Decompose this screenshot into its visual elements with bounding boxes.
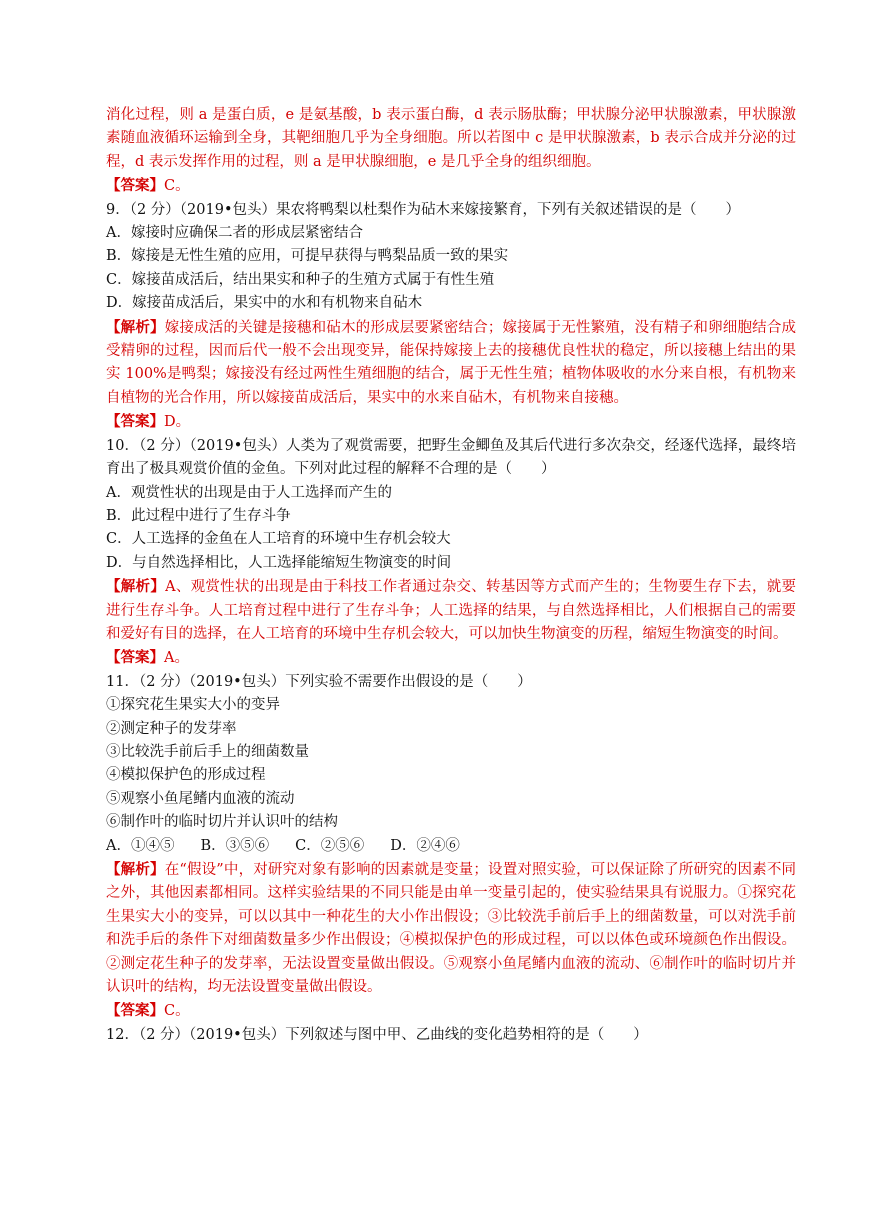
- intro-analysis-text: 消化过程，则 a 是蛋白质，e 是氨基酸，b 表示蛋白酶，d 表示肠肽酶；甲状腺分泌甲状腺激素，甲状腺激素随血液循环运输到全身，其靶细胞几乎为全身细胞。所以若图中 c 是甲状腺激素，b 表示合成并分泌的过程，d 表示发挥作用的过程，则 a 是甲状腺细胞，e 是几乎全身的组织细胞。: [106, 107, 796, 170]
- answer-label: 【答案】: [106, 177, 164, 195]
- q11-item-1: ①探究花生果实大小的变异: [106, 697, 280, 714]
- q9-option-d: D．嫁接苗成活后，果实中的水和有机物来自砧木: [106, 295, 423, 312]
- q9-option-b: B．嫁接是无性生殖的应用，可提早获得与鸭梨品质一致的果实: [106, 248, 509, 265]
- q11-answer: [106, 999, 796, 1023]
- q10-option-a: A．观赏性状的出现是由于人工选择而产生的: [106, 484, 392, 501]
- q10-option-c: C．人工选择的金鱼在人工培育的环境中生存机会较大: [106, 531, 451, 548]
- q9-analysis: [106, 316, 796, 411]
- intro-answer: [106, 174, 796, 198]
- q11-item-4: ④模拟保护色的形成过程: [106, 767, 266, 784]
- q11-analysis-text: 在“假设”中，对研究对象有影响的因素就是变量；设置对照实验，可以保证除了所研究的因素不同之外，其他因素都相同。这样实验结果的不同只能是由单一变量引起的，使实验结果具有说服力。①探究花生果实大小的变异，可以以其中一种花生的大小作出假设；③比较洗手前后手上的细菌数量，可以对洗手前和洗手后的条件下对细菌数量多少作出假设；④模拟保护色的形成过程，可以以体色或环境颜色作出假设。②测定花生种子的发芽率，无法设置变量做出假设。⑤观察小鱼尾鳍内血液的流动、⑥制作叶的临时切片并认识叶的结构，均无法设置变量做出假设。: [106, 862, 797, 996]
- q11-option-a: A．①④⑤: [106, 837, 175, 854]
- q10-analysis-text: A、观赏性状的出现是由于科技工作者通过杂交、转基因等方式而产生的；生物要生存下去，就要进行生存斗争。人工培育过程中进行了生存斗争；人工选择的结果，与自然选择相比，人们根据自己的需要和爱好有目的选择，在人工培育的环境中生存机会较大，可以加快生物演变的历程，缩短生物演变的时间。: [106, 579, 797, 642]
- q11-option-c: C．②⑤⑥: [295, 837, 365, 854]
- q11-option-d: D．②④⑥: [390, 837, 460, 854]
- q10-stem: 10．（2 分）（2019•包头）人类为了观赏需要，把野生金鲫鱼及其后代进行多次杂交，经逐代选择，最终培育出了极具观赏价值的金鱼。下列对此过程的解释不合理的是（ ）: [106, 437, 796, 478]
- q9-answer: [106, 410, 796, 434]
- q11-item-2: ②测定种子的发芽率: [106, 720, 237, 737]
- q11-options: [106, 835, 796, 858]
- q12-stem: 12．（2 分）（2019•包头）下列叙述与图中甲、乙曲线的变化趋势相符的是（ ）: [106, 1026, 648, 1043]
- q9-analysis-text: 嫁接成活的关键是接穗和砧木的形成层要紧密结合；嫁接属于无性繁殖，没有精子和卵细胞结合成受精卵的过程，因而后代一般不会出现变异，能保持嫁接上去的接穗优良性状的稳定，所以接穗上结出的果实 100%是鸭梨；嫁接没有经过两性生殖细胞的结合，属于无性生殖；植物体吸收的水分来自根，有机物来自植物的光合作用，所以嫁接苗成活后，果实中的水来自砧木，有机物来自接穗。: [106, 319, 797, 406]
- analysis-label: 【解析】: [106, 861, 165, 878]
- q10-analysis: [106, 575, 796, 646]
- document-page: [106, 104, 796, 1047]
- q11-option-b: B．③⑤⑥: [200, 837, 270, 854]
- answer-label: 【答案】: [106, 649, 164, 667]
- q10-option-d: D．与自然选择相比，人工选择能缩短生物演变的时间: [106, 554, 452, 571]
- q11-item-3: ③比较洗手前后手上的细菌数量: [106, 743, 309, 760]
- answer-label: 【答案】: [106, 1002, 164, 1020]
- answer-value: C。: [164, 1003, 190, 1020]
- answer-value: C。: [164, 178, 190, 195]
- q10-option-b: B．此过程中进行了生存斗争: [106, 507, 291, 524]
- answer-value: A。: [164, 650, 189, 667]
- q11-analysis: [106, 858, 796, 999]
- analysis-label: 【解析】: [106, 578, 166, 596]
- q11-item-5: ⑤观察小鱼尾鳍内血液的流动: [106, 790, 295, 807]
- q9-option-c: C．嫁接苗成活后，结出果实和种子的生殖方式属于有性生殖: [106, 271, 495, 288]
- analysis-label: 【解析】: [106, 318, 165, 336]
- q9-option-a: A．嫁接时应确保二者的形成层紧密结合: [106, 225, 363, 242]
- q11-item-6: ⑥制作叶的临时切片并认识叶的结构: [106, 814, 338, 831]
- q11-stem: 11．（2 分）（2019•包头）下列实验不需要作出假设的是（ ）: [106, 673, 532, 690]
- q9-stem: 9．（2 分）（2019•包头）果农将鸭梨以杜梨作为砧木来嫁接繁育，下列有关叙述错误的是（ ）: [106, 201, 741, 218]
- answer-value: D。: [164, 414, 191, 431]
- q10-answer: [106, 646, 796, 670]
- answer-label: 【答案】: [106, 413, 164, 431]
